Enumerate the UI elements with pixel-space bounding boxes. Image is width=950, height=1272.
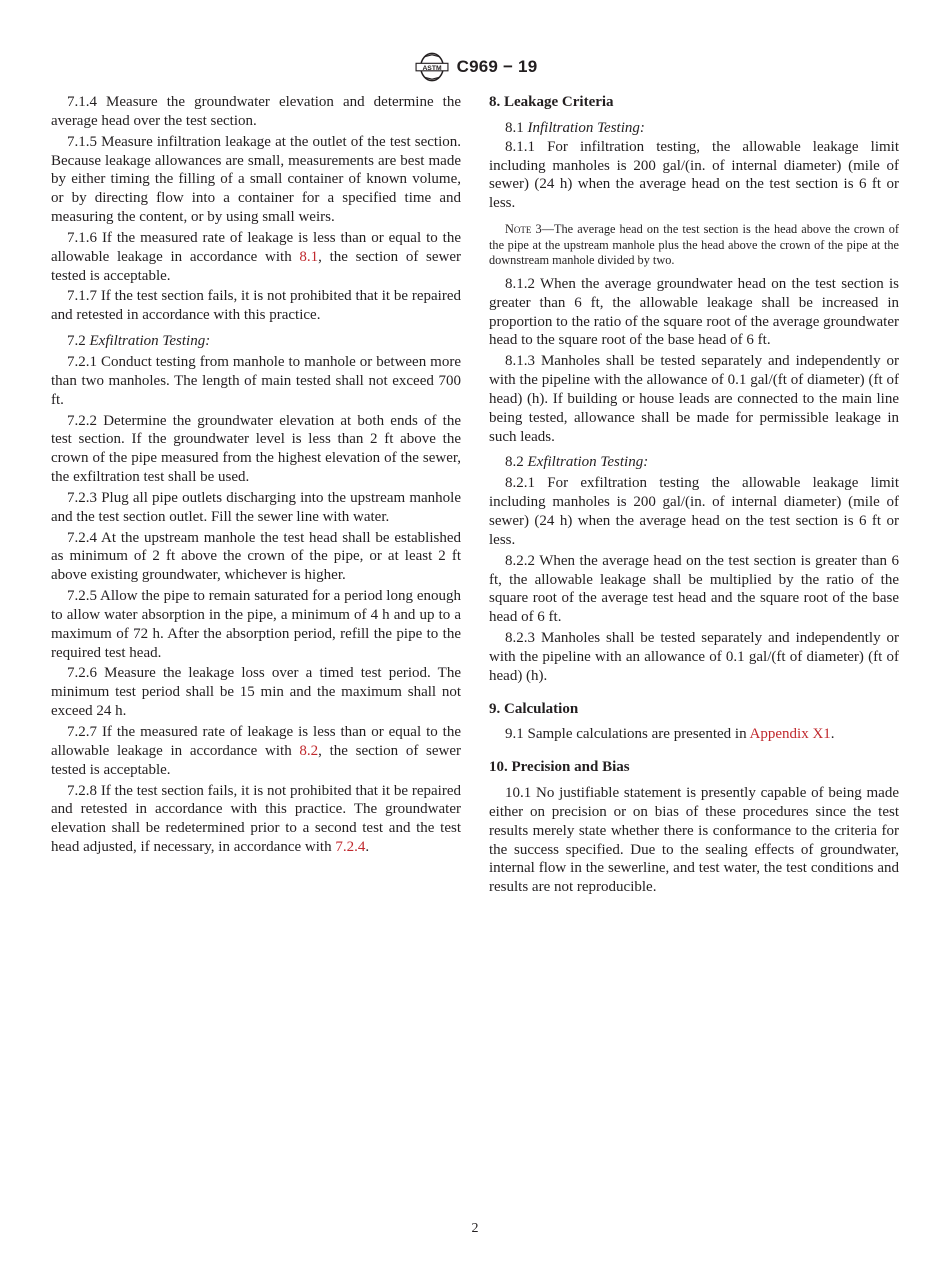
paragraph-8-2-1: 8.2.1 For exfiltration testing the allowable leakage limit including manholes is 200 gal/(in. of internal diameter) (mile of sewer) (24 h) when the average head on the test section is 6 ft or less. [489,475,899,548]
xref-7-2-4-link[interactable]: 7.2.4 [335,839,366,856]
paragraph-8-2-3: 8.2.3 Manholes shall be tested separately and independently or with the pipeline with an allowance of 0.1 gal/(ft of diameter) (ft of head) (h). [489,630,900,684]
left-column [51,93,461,857]
paragraph-7-2-7: 7.2.7 If the measured rate of leakage is less than or equal to the allowable leakage in accordance with 8.2, the section of sewer tested is acceptable. [51,724,462,778]
note-3: Note 3—The average head on the test section is the head above the crown of the pipe at the upstream manhole plus the head above the crown of the pipe at the downstream manhole divided by two. [489,222,900,268]
paragraph-7-1-7: 7.1.7 If the test section fails, it is not prohibited that it be repaired and retested in accordance with this practice. [51,288,461,324]
paragraph-10-1: 10.1 No justifiable statement is presently capable of being made either on precision or on bias of these procedures since the test results merely state whether there is conformance to the criteria for the success specified. Due to the sealing effects of groundwater, internal flow in the sewerline, and test water, the test conditions and results are not reproducible. [489,785,900,896]
section-9-heading: 9. Calculation [489,700,579,717]
paragraph-8-2: 8.2 Exfiltration Testing: [505,454,649,471]
page-header [0,52,950,82]
paragraph-9-1: 9.1 Sample calculations are presented in Appendix X1. [505,726,835,743]
page-number: 2 [471,1221,479,1236]
xref-appendix-x1-link[interactable]: Appendix X1 [749,726,831,743]
section-10-heading: 10. Precision and Bias [489,759,630,776]
paragraph-7-2-6: 7.2.6 Measure the leakage loss over a timed test period. The minimum test period shall be 15 min and the maximum shall not exceed 24 h. [51,665,462,720]
astm-logo-icon [413,52,451,82]
logo-text: ASTM [422,64,442,72]
paragraph-7-2-1: 7.2.1 Conduct testing from manhole to manhole or between more than two manholes. The length of main tested shall not exceed 700 ft. [51,353,462,408]
paragraph-7-2-2: 7.2.2 Determine the groundwater elevation at both ends of the test section. If the groundwater level is less than 2 ft above the crown of the pipe measured from the highest elevation of the sewer, the exfiltration test shall be used. [51,412,462,486]
paragraph-7-2-3: 7.2.3 Plug all pipe outlets discharging into the upstream manhole and the test section outlet. Fill the sewer line with water. [51,489,461,525]
xref-8-1-link[interactable]: 8.1 [299,248,319,265]
xref-8-2-link[interactable]: 8.2 [299,742,319,759]
paragraph-7-1-6: 7.1.6 If the measured rate of leakage is less than or equal to the allowable leakage in accordance with 8.1, the section of sewer tested is acceptable. [51,229,462,284]
right-column [489,93,899,897]
paragraph-7-2-8: 7.2.8 If the test section fails, it is not prohibited that it be repaired and retested in accordance with this practice. The groundwater elevation shall be redetermined prior to a second test and the test head adjusted, if necessary, in accordance with 7.2.4. [51,782,461,856]
paragraph-8-2-2: 8.2.2 When the average head on the test section is greater than 6 ft, the allowable leakage shall be multiplied by the ratio of the square root of the average test head and the square root of the base head of 6 ft. [489,552,900,626]
paragraph-7-1-5: 7.1.5 Measure infiltration leakage at the outlet of the test section. Because leakage allowances are small, measurements are best made by either timing the filling of a small container of known volume, or by directing flow into a container for a specified time and measuring the content, or by using small weirs. [51,133,462,226]
paragraph-7-2-4: 7.2.4 At the upstream manhole the test head shall be established as minimum of 2 ft above the crown of the pipe, or at least 2 ft above existing groundwater, whichever is higher. [51,529,461,584]
paragraph-8-1-3: 8.1.3 Manholes shall be tested separately and independently or with the pipeline with the allowance of 0.1 gal/(ft of diameter) (ft of head) (h). If building or house leads are connected to the main line being tested, allowance shall be made for permissible leakage in such leads. [489,353,900,445]
paragraph-8-1-1: 8.1.1 For infiltration testing, the allowable leakage limit including manholes is 200 gal/(in. of internal diameter) (mile of sewer) (24 h) when the average head on the test section is 6 ft or less. [489,138,900,212]
paragraph-8-1-2: 8.1.2 When the average groundwater head on the test section is greater than 6 ft, the allowable leakage shall be increased in proportion to the ratio of the square root of the average groundwater head to the square root of the base head of 6 ft. [489,275,899,349]
paragraph-7-2: 7.2 Exfiltration Testing: [67,333,211,350]
paragraph-7-1-4: 7.1.4 Measure the groundwater elevation and determine the average head over the test section. [51,94,462,129]
paragraph-7-2-5: 7.2.5 Allow the pipe to remain saturated for a period long enough to allow water absorption in the pipe, a minimum of 4 h and up to a maximum of 72 h. After the absorption period, refill the pipe to the required test head. [51,588,461,661]
section-8-heading: 8. Leakage Criteria [489,94,614,110]
paragraph-8-1: 8.1 Infiltration Testing: [505,119,645,136]
document-designation: C969 − 19 [456,57,538,76]
